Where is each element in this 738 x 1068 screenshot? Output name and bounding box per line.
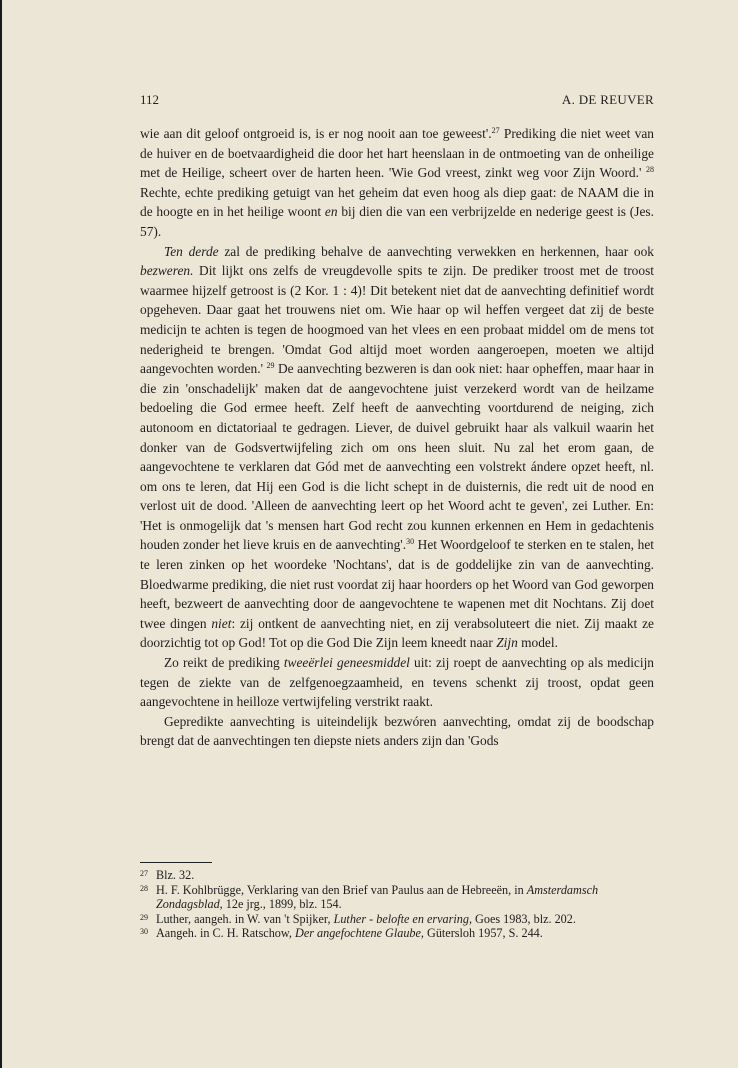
italic-text: Amsterdamsch Zondagsblad, [156, 882, 599, 912]
text-run: De aanvechting bezweren is dan ook niet: haar opheffen, maar haar in die zin 'onschadelijk' maken dat de aangevochtene juist verzekerd wordt van de heilzame bedoeling die God ermee heeft. Zelf heeft de aanvechting voortdurend de neiging, zich autonoom en dictatoriaal te gedragen. Liever, de duivel gebruikt haar als valkuil waarin het donker van de Godsvertwijfeling zich om ons heen sluit. Nu zal het erom gaan, de aangevochtene te verklaren dat Gód met de aanvechting een volstrekt ándere opzet heeft, nl. om ons te leren, dat Hij een God is die licht schept in de duisternis, die redt uit de nood en verlost uit de dood. 'Alleen de aanvechting leert op het Woord acht te geven', zei Luther. En: 'Het is onmogelijk dat 's mensen hart God recht zou kunnen erkennen en Hem in gedachtenis houden zonder het lieve kruis en de aanvechting'. [140, 361, 654, 553]
text-run: Luther, aangeh. in W. van 't Spijker, [156, 911, 334, 926]
footnote-ref: 27 [491, 126, 500, 135]
italic-text: Luther - belofte en ervaring, [333, 911, 472, 926]
italic-text: en [324, 204, 338, 220]
footnote-number: 29 [140, 912, 148, 922]
italic-text: niet [211, 615, 232, 631]
paragraph [140, 124, 654, 242]
text-run: H. F. Kohlbrügge, Verklaring van den Brief van Paulus aan de Hebreeën, in [156, 882, 527, 897]
text-run: zal de prediking behalve de aanvechting verwekken en herkennen, haar ook [218, 243, 654, 259]
text-run: Gepredikte aanvechting is uiteindelijk bezwóren aanvechting, omdat zij de boodschap brengt dat de aanvechtingen ten diepste niets anders zijn dan 'Gods [140, 713, 654, 749]
paragraph [140, 712, 654, 751]
italic-text: bezweren. [140, 263, 194, 279]
document-page [2, 0, 738, 1068]
italic-text: Zijn [496, 635, 518, 651]
text-run: model. [517, 635, 558, 651]
italic-text: Der angefochtene Glaube, [295, 926, 424, 941]
body-text [140, 124, 654, 751]
footnotes [140, 868, 654, 941]
footnote-rule [140, 862, 212, 863]
footnote-ref: 28 [646, 165, 654, 175]
text-run: wie aan dit geloof ontgroeid is, is er nog nooit aan toe geweest'. [140, 126, 492, 141]
text-run: Goes 1983, blz. 202. [472, 911, 576, 926]
text-run: bij dien die van een verbrijzelde en nederige geest is (Jes. 57). [140, 204, 654, 239]
text-run: Aangeh. in C. H. Ratschow, [156, 926, 296, 941]
footnote-ref: 30 [406, 537, 415, 547]
text-run: Prediking die niet weet van de huiver en de boetvaardigheid die door het hart heenslaan in de ontmoeting van de onheilige met de Heilige, scheert over de harten heen. 'Wie God vreest, zinkt weg voor Zijn Woord.' [140, 126, 654, 181]
footnote-number: 30 [140, 927, 148, 937]
text-run: : zij ontkent de aanvechting niet, en zij verabsoluteert die niet. Zij maakt ze doorzichtig tot op God! Tot op die God Die Zijn leem kneedt naar [140, 615, 654, 651]
text-run: Zo reikt de prediking [164, 655, 284, 671]
running-head: A. DE REUVER [561, 92, 654, 107]
text-run: 12e jrg., 1899, blz. 154. [222, 897, 342, 912]
footnote-ref: 29 [266, 361, 275, 371]
paragraph [140, 653, 654, 712]
text-run: Blz. 32. [156, 868, 195, 882]
italic-text: Ten derde [164, 243, 219, 259]
footnote [140, 926, 654, 941]
paragraph [140, 242, 654, 653]
footnote [140, 883, 654, 912]
text-run: uit: zij roept de aanvechting op als medicijn tegen de ziekte van de zelfgenoegzaamheid, en tevens schenkt zij troost, opdat geen aangevochtene in heilloze vertwijfeling verstrikt raakt. [140, 655, 654, 710]
text-run: Het Woordgeloof te sterken en te stalen, het te leren zinken op het woordeke 'Nochtans', dat is de goddelijke zin van de aanvechting. Bloedwarme prediking, die niet rust voordat zij haar hoorders op het Woord van God geworpen heeft, bezweert de aanvechting door de aangevochtene te wapenen met dit Nochtans. Zij doet twee dingen [140, 537, 654, 631]
footnote-number: 27 [140, 869, 148, 878]
footnote [140, 912, 654, 927]
italic-text: tweeërlei geneesmiddel [283, 655, 410, 671]
text-run: Rechte, echte prediking getuigt van het geheim dat even hoog als diep gaat: de NAAM die in de hoogte en in het heilige woont [140, 184, 654, 220]
page-number: 112 [140, 92, 160, 107]
footnote [140, 868, 654, 883]
text-run: Dit lijkt ons zelfs de vreugdevolle spits te zijn. De prediker troost met de troost waarmee hijzelf getroost is (2 Kor. 1 : 4)! Dit betekent niet dat de aanvechting definitief wordt opgeheven. Daar gaat het trouwens niet om. Wie haar op wil heffen vergeet dat zij de beste medicijn te achten is tegen de hoogmoed van het vlees en een probaat middel om de mens tot nederigheid te brengen. 'Omdat God altijd moet worden aangeroepen, moeten we altijd aangevochten worden.' [140, 263, 654, 377]
footnote-number: 28 [140, 883, 148, 893]
text-run: Gütersloh 1957, S. 244. [423, 926, 543, 941]
